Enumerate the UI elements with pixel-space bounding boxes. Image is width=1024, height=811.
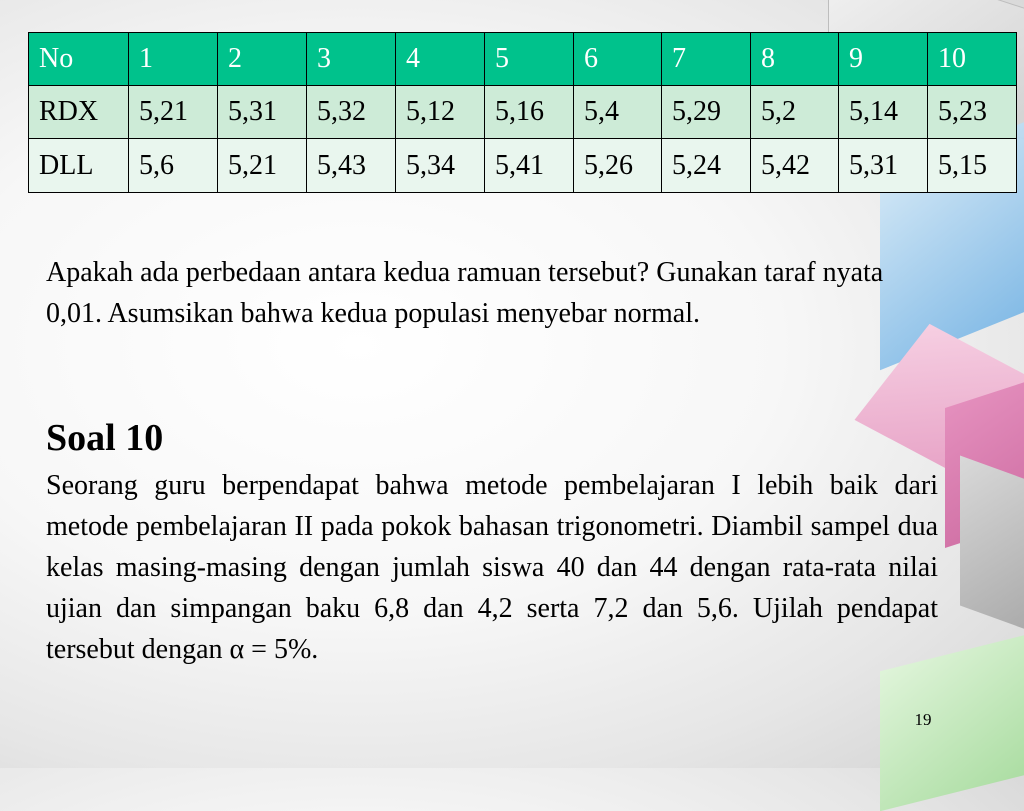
table-header-cell: 3 xyxy=(307,33,396,86)
table-cell: 5,43 xyxy=(307,139,396,193)
table-row-label: RDX xyxy=(29,86,129,139)
table-cell: 5,6 xyxy=(129,139,218,193)
table-cell: 5,42 xyxy=(751,139,839,193)
table-cell: 5,32 xyxy=(307,86,396,139)
table-cell: 5,24 xyxy=(662,139,751,193)
decorative-grey-block-mid xyxy=(960,455,1024,634)
table-header-cell: 7 xyxy=(662,33,751,86)
table-header-cell: 9 xyxy=(839,33,928,86)
table-header-cell: 4 xyxy=(396,33,485,86)
table-cell: 5,41 xyxy=(485,139,574,193)
table-cell: 5,26 xyxy=(574,139,662,193)
table-header-cell: 6 xyxy=(574,33,662,86)
table-row-dll xyxy=(29,139,1017,193)
data-table xyxy=(28,32,1017,193)
table-header-cell: 5 xyxy=(485,33,574,86)
slide-number: 19 xyxy=(914,710,932,729)
table-header-cell: No xyxy=(29,33,129,86)
table-cell: 5,2 xyxy=(751,86,839,139)
table-cell: 5,31 xyxy=(839,139,928,193)
table-cell: 5,15 xyxy=(928,139,1017,193)
table-cell: 5,12 xyxy=(396,86,485,139)
table-cell: 5,21 xyxy=(129,86,218,139)
table-cell: 5,21 xyxy=(218,139,307,193)
table-cell: 5,14 xyxy=(839,86,928,139)
table-cell: 5,16 xyxy=(485,86,574,139)
table-header-row xyxy=(29,33,1017,86)
table-header-cell: 1 xyxy=(129,33,218,86)
problem-title: Soal 10 xyxy=(46,417,164,459)
table-header-cell: 8 xyxy=(751,33,839,86)
problem-body: Seorang guru berpendapat bahwa metode pembelajaran I lebih baik dari metode pembelajaran II pada pokok bahasan trigonometri. Diambil sampel dua kelas masing-masing dengan jumlah siswa 40 dan 44 dengan rata-rata nilai ujian dan simpangan baku 6,8 dan 4,2 serta 7,2 dan 5,6. Ujilah pendapat tersebut dengan α = 5%. xyxy=(46,470,938,665)
question-text: Apakah ada perbedaan antara kedua ramuan tersebut? Gunakan taraf nyata 0,01. Asumsikan bahwa kedua populasi menyebar normal. xyxy=(46,257,884,329)
table-cell: 5,34 xyxy=(396,139,485,193)
table-row-label: DLL xyxy=(29,139,129,193)
table-header-cell: 2 xyxy=(218,33,307,86)
table-row-rdx xyxy=(29,86,1017,139)
table-cell: 5,23 xyxy=(928,86,1017,139)
table-cell: 5,29 xyxy=(662,86,751,139)
table-header-cell: 10 xyxy=(928,33,1017,86)
table-cell: 5,31 xyxy=(218,86,307,139)
table-cell: 5,4 xyxy=(574,86,662,139)
